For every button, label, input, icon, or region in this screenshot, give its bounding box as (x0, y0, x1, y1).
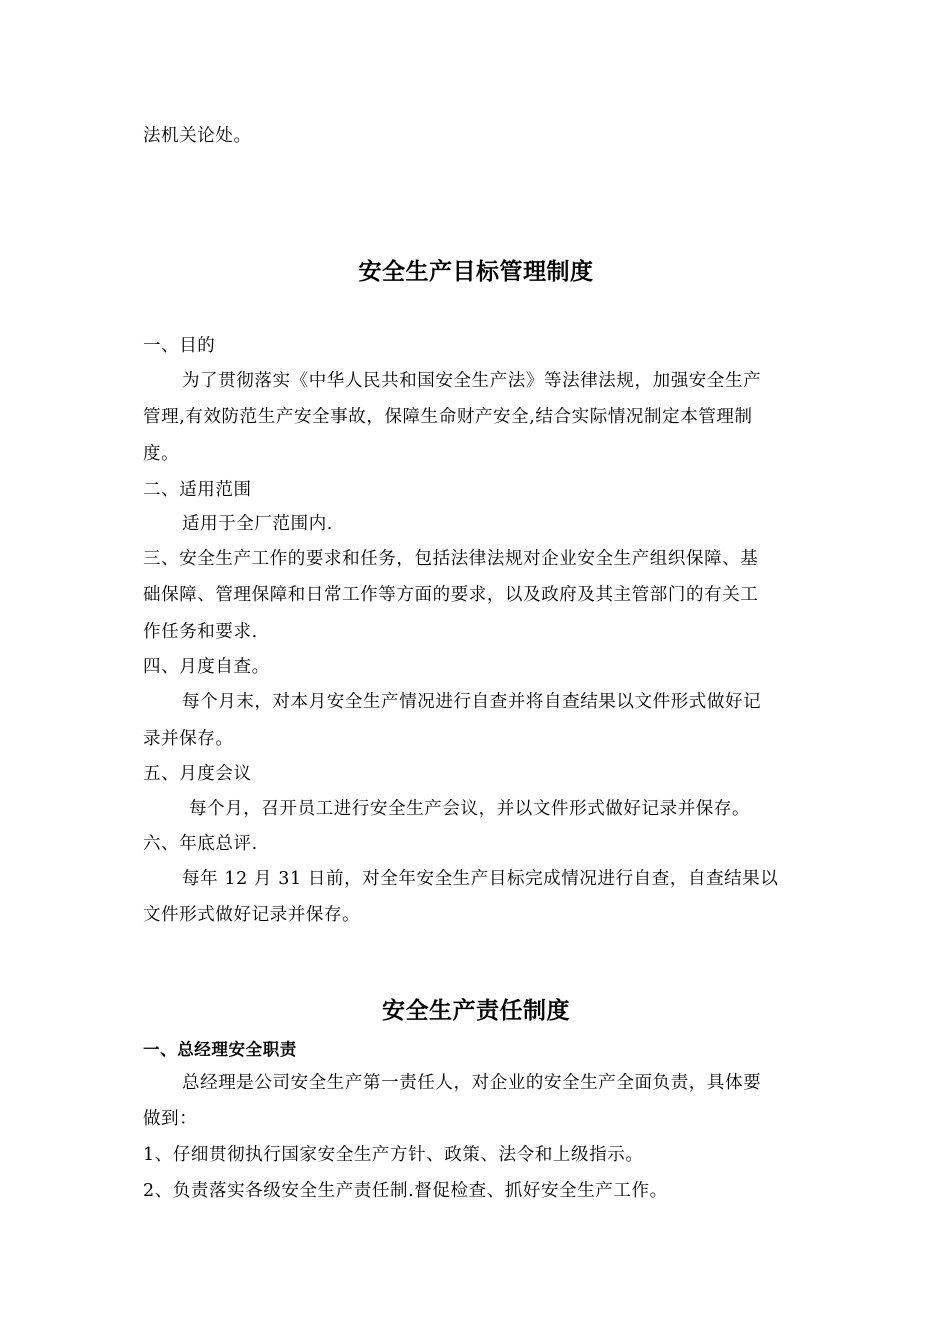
heading-year-end-review: 六、年底总评. (143, 834, 258, 854)
heading-purpose: 一、目的 (143, 336, 216, 356)
paragraph-line: 文件形式做好记录并保存。 (143, 905, 361, 925)
list-item: 1、仔细贯彻执行国家安全生产方针、政策、法令和上级指示。 (143, 1145, 644, 1165)
paragraph-line: 为了贯彻落实《中华人民共和国安全生产法》等法律法规，加强安全生产 (182, 371, 762, 391)
paragraph-line: 适用于全厂范围内. (182, 514, 333, 534)
section-title-responsibility: 安全生产责任制度 (382, 998, 570, 1024)
heading-monthly-check: 四、月度自查。 (143, 657, 270, 677)
paragraph-line: 录并保存。 (143, 729, 234, 749)
previous-section-tail: 法机关论处。 (143, 126, 252, 146)
heading-monthly-meeting: 五、月度会议 (143, 764, 252, 784)
paragraph-line: 管理,有效防范生产安全事故，保障生命财产安全,结合实际情况制定本管理制 (143, 407, 753, 427)
heading-general-manager-duties: 一、总经理安全职责 (143, 1040, 297, 1059)
paragraph-line: 础保障、管理保障和日常工作等方面的要求，以及政府及其主管部门的有关工 (143, 585, 759, 605)
heading-scope: 二、适用范围 (143, 480, 252, 500)
paragraph-line: 总经理是公司安全生产第一责任人，对企业的安全生产全面负责，具体要 (182, 1073, 762, 1093)
paragraph-line: 做到： (143, 1109, 198, 1129)
paragraph-line: 每个月末，对本月安全生产情况进行自查并将自查结果以文件形式做好记 (182, 692, 762, 712)
paragraph-line: 每个月，召开员工进行安全生产会议，并以文件形式做好记录并保存。 (189, 799, 751, 819)
list-item: 2、负责落实各级安全生产责任制.督促检查、抓好安全生产工作。 (143, 1181, 668, 1201)
section-title-target-management: 安全生产目标管理制度 (358, 259, 594, 285)
paragraph-line: 作任务和要求. (143, 622, 258, 642)
paragraph-line: 度。 (143, 444, 180, 464)
heading-requirements: 三、安全生产工作的要求和任务，包括法律法规对企业安全生产组织保障、基 (143, 549, 759, 569)
paragraph-line: 每年 12 月 31 日前，对全年安全生产目标完成情况进行自查，自查结果以 (182, 869, 779, 889)
